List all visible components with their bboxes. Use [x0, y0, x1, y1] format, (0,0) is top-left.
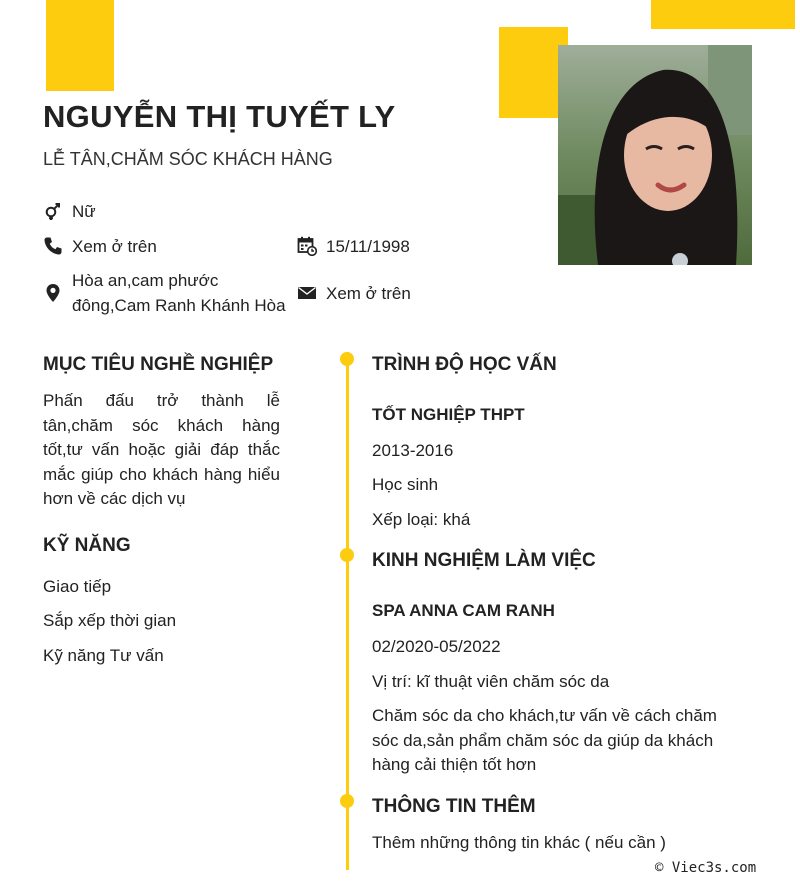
decor-block-middle-tab [558, 27, 568, 45]
candidate-title: LỄ TÂN,CHĂM SÓC KHÁCH HÀNG [43, 149, 333, 169]
contact-address [43, 268, 286, 318]
contact-gender [43, 199, 96, 224]
timeline-dot [340, 794, 354, 808]
experience-heading: KINH NGHIỆM LÀM VIỆC [372, 550, 596, 571]
decor-block-middle [499, 27, 558, 118]
objective-heading: MỤC TIÊU NGHỀ NGHIỆP [43, 354, 274, 375]
profile-photo [558, 45, 752, 265]
skills-heading: KỸ NĂNG [43, 535, 131, 556]
location-pin-icon [43, 283, 63, 303]
address-line-2: đông,Cam Ranh Khánh Hòa [72, 296, 286, 315]
experience-company: SPA ANNA CAM RANH [372, 601, 555, 620]
candidate-name: NGUYỄN THỊ TUYẾT LY [43, 99, 396, 134]
phone-icon [43, 236, 63, 256]
education-school: TỐT NGHIỆP THPT [372, 405, 525, 424]
phone-value: Xem ở trên [72, 237, 157, 256]
skill-item: Giao tiếp [43, 577, 112, 596]
decor-block-right [651, 0, 795, 29]
email-value: Xem ở trên [326, 284, 411, 303]
contact-phone [43, 234, 157, 259]
dob-value: 15/11/1998 [326, 237, 410, 256]
skill-item: Sắp xếp thời gian [43, 611, 177, 630]
decor-block-left [46, 0, 114, 91]
address-line-1: Hòa an,cam phước [72, 271, 219, 290]
gender-value: Nữ [72, 202, 96, 221]
gender-icon [43, 201, 63, 221]
extra-text: Thêm những thông tin khác ( nếu cần ) [372, 833, 666, 852]
experience-position: Vị trí: kĩ thuật viên chăm sóc da [372, 672, 610, 691]
education-period: 2013-2016 [372, 441, 454, 460]
education-role: Học sinh [372, 475, 439, 494]
objective-text: Phấn đấu trở thành lễ tân,chăm sóc khách hàng tốt,tư vấn hoặc giải đáp thắc mắc giúp cho khách hàng hiểu hơn về các dịch vụ [43, 391, 280, 508]
education-grade: Xếp loại: khá [372, 510, 471, 529]
timeline-line [346, 352, 349, 870]
contact-email [297, 281, 411, 306]
education-heading: TRÌNH ĐỘ HỌC VẤN [372, 354, 557, 375]
experience-period: 02/2020-05/2022 [372, 637, 501, 656]
skill-item: Kỹ năng Tư vấn [43, 646, 164, 665]
timeline-dot [340, 352, 354, 366]
contact-dob [297, 234, 410, 259]
envelope-icon [297, 283, 317, 303]
timeline-dot [340, 548, 354, 562]
calendar-icon [297, 236, 317, 256]
experience-description: Chăm sóc da cho khách,tư vấn về cách chăm sóc da,sản phẩm chăm sóc da giúp da khách hàng cải thiện tốt hơn [372, 706, 717, 774]
extra-heading: THÔNG TIN THÊM [372, 796, 536, 817]
copyright-footer: © Viec3s.com [655, 860, 757, 876]
